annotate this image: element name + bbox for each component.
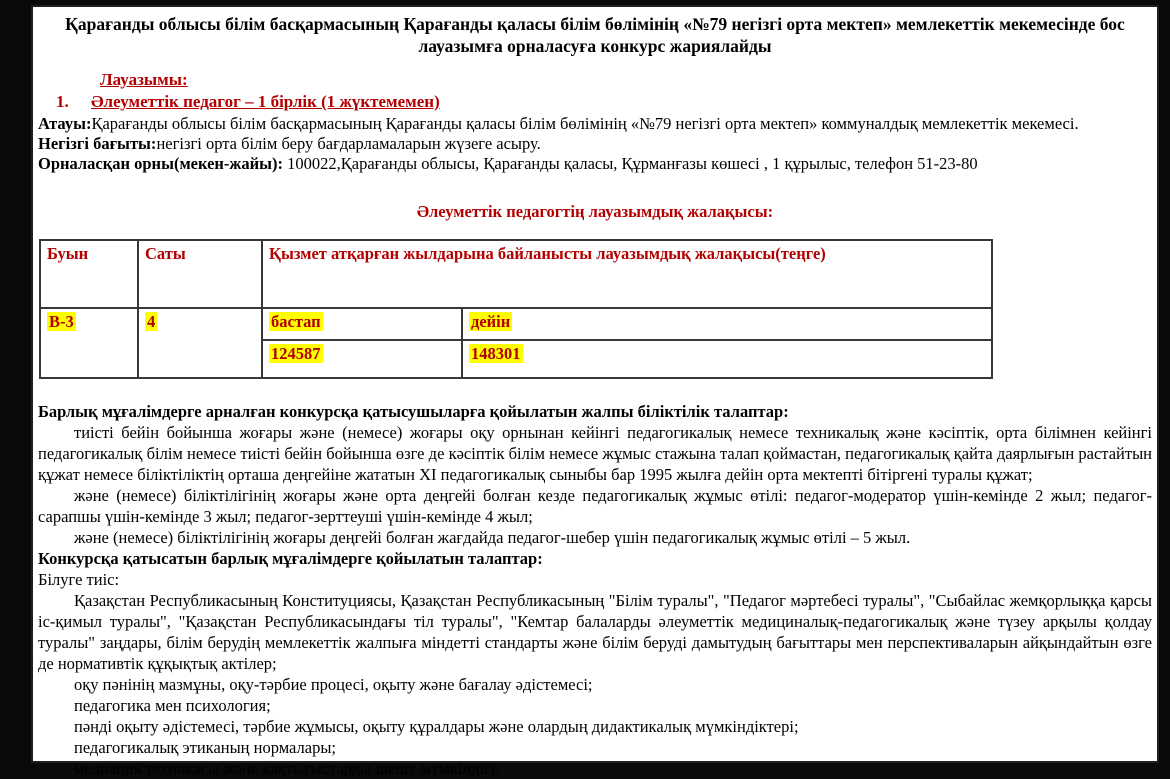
requirements-section [38, 401, 1152, 779]
general-requirement-paragraph: тиісті бейін бойынша жоғары және (немесе) жоғары оқу орнынан кейінгі педагогикалық немесе техникалық және кәсіптік, орта білімнен кейінгі педагогикалық білім немесе тиісті бейін бойынша өзге де кәсіптік білім немесе жұмыс стажына талап қоймастан, педагогикалық қайта даярлығын растайтын құжат немесе біліктіліктің орташа деңгейіне жататын XI педагогикалық сыныбы бар 1995 жылға дейін орта мектепті бітіргені туралы құжат; [38, 423, 1152, 484]
from-value: 124587 [271, 344, 321, 363]
field-direction-label: Негізгі бағыты: [38, 134, 157, 153]
salary-table [39, 239, 993, 379]
document-title: Қарағанды облысы білім басқармасының Қарағанды қаласы білім бөлімінің «№79 негізгі орта мектеп» мемлекеттік мекемесінде бос лауазымға орналасуға конкурс жариялайды [65, 14, 1125, 56]
general-requirements-heading: Барлық мұғалімдерге арналған конкурсқа қатысушыларға қойылатын жалпы біліктілік талаптар: [38, 402, 789, 421]
must-know-item: пәнді оқыту әдістемесі, тәрбие жұмысы, оқыту құралдары және олардың дидактикалық мүмкіндіктері; [74, 717, 799, 736]
salary-table-cell-from-value [262, 340, 462, 378]
salary-table-cell-buyn [40, 308, 138, 378]
must-know-item: педагогикалық этиканың нормалары; [74, 738, 336, 757]
participant-requirements-heading: Конкурсқа қатысатын барлық мұғалімдерге қойылатын талаптар: [38, 549, 543, 568]
position-item-number: 1. [56, 92, 69, 111]
position-item-text: Әлеуметтік педагог – 1 бірлік (1 жүктемемен) [91, 92, 440, 111]
field-direction [38, 134, 1152, 154]
position-list-item [38, 91, 1152, 112]
document-page [31, 5, 1159, 778]
to-label: дейін [471, 312, 511, 331]
salary-table-range-row [40, 308, 992, 340]
position-section-label [100, 69, 1152, 90]
must-know-item: педагогика мен психология; [74, 696, 271, 715]
salary-table-col-buyn: Буын [40, 240, 138, 308]
salary-heading: Әлеуметтік педагогтің лауазымдық жалақысы: [416, 202, 774, 221]
general-requirement-paragraph: және (немесе) біліктілігінің жоғары және орта деңгейі болған кезде педагогикалық жұмыс өтілі: педагог-модератор үшін-кемінде 2 жыл; педагог-сарапшы үшін-кемінде 3 жыл; педагог-зерттеуші үшін-кемінде 4 жыл; [38, 486, 1152, 526]
salary-table-header-row [40, 240, 992, 308]
to-value: 148301 [471, 344, 521, 363]
must-know-label: Білуге тиіс: [38, 570, 120, 589]
salary-table-cell-to-label [462, 308, 992, 340]
must-know-item: оқу пәнінің мазмұны, оқу-тәрбие процесі, оқыту және бағалау әдістемесі; [74, 675, 593, 694]
salary-table-col-saty: Саты [138, 240, 262, 308]
field-address [38, 154, 1152, 174]
salary-table-cell-from-label [262, 308, 462, 340]
salary-table-cell-saty [138, 308, 262, 378]
position-label-text: Лауазымы: [100, 70, 188, 89]
must-know-item: Қазақстан Республикасының Конституциясы, Қазақстан Республикасының "Білім туралы", "Педагог мәртебесі туралы", "Сыбайлас жемқорлыққа қарсы іс-қимыл туралы", "Қазақстан Республикасындағы тіл туралы", "Кемтар балаларды әлеуметтік медициналық-педагогикалық және түзеу арқылы қолдау туралы" заңдары, білім берудің мемлекеттік жалпыға міндетті стандарты және білім беруді дамытудың бағыттары мен перспективаларын айқындайтын өзге де нормативтік құқықтық актілер; [38, 591, 1152, 673]
field-name-value: Қарағанды облысы білім басқармасының Қарағанды қаласы білім бөлімінің «№79 негізгі орта мектеп» коммуналдық мемлекеттік мекемесі. [91, 114, 1079, 133]
field-name-label: Атауы: [38, 114, 92, 133]
salary-table-col-salary: Қызмет атқарған жылдарына байланысты лауазымдық жалақысы(теңге) [262, 240, 992, 308]
field-name [38, 114, 1152, 134]
saty-value: 4 [147, 312, 156, 331]
general-requirement-paragraph: және (немесе) біліктілігінің жоғары деңгейі болған жағдайда педагог-шебер үшін педагогикалық жұмыс өтілі – 5 жыл. [74, 528, 911, 547]
field-address-value: 100022,Қарағанды облысы, Қарағанды қаласы, Құрманғазы көшесі , 1 құрылыс, телефон 51-23-80 [283, 154, 978, 173]
buyn-value: В-3 [49, 312, 74, 331]
field-address-label: Орналасқан орны(мекен-жайы): [38, 154, 284, 173]
from-label: бастап [271, 312, 321, 331]
field-direction-value: негізгі орта білім беру бағдарламаларын жүзеге асыру. [156, 134, 541, 153]
must-know-item: медиация техникасы және қақтығыстарды шешу мүмкіндігі; [74, 759, 501, 778]
salary-table-cell-to-value [462, 340, 992, 378]
